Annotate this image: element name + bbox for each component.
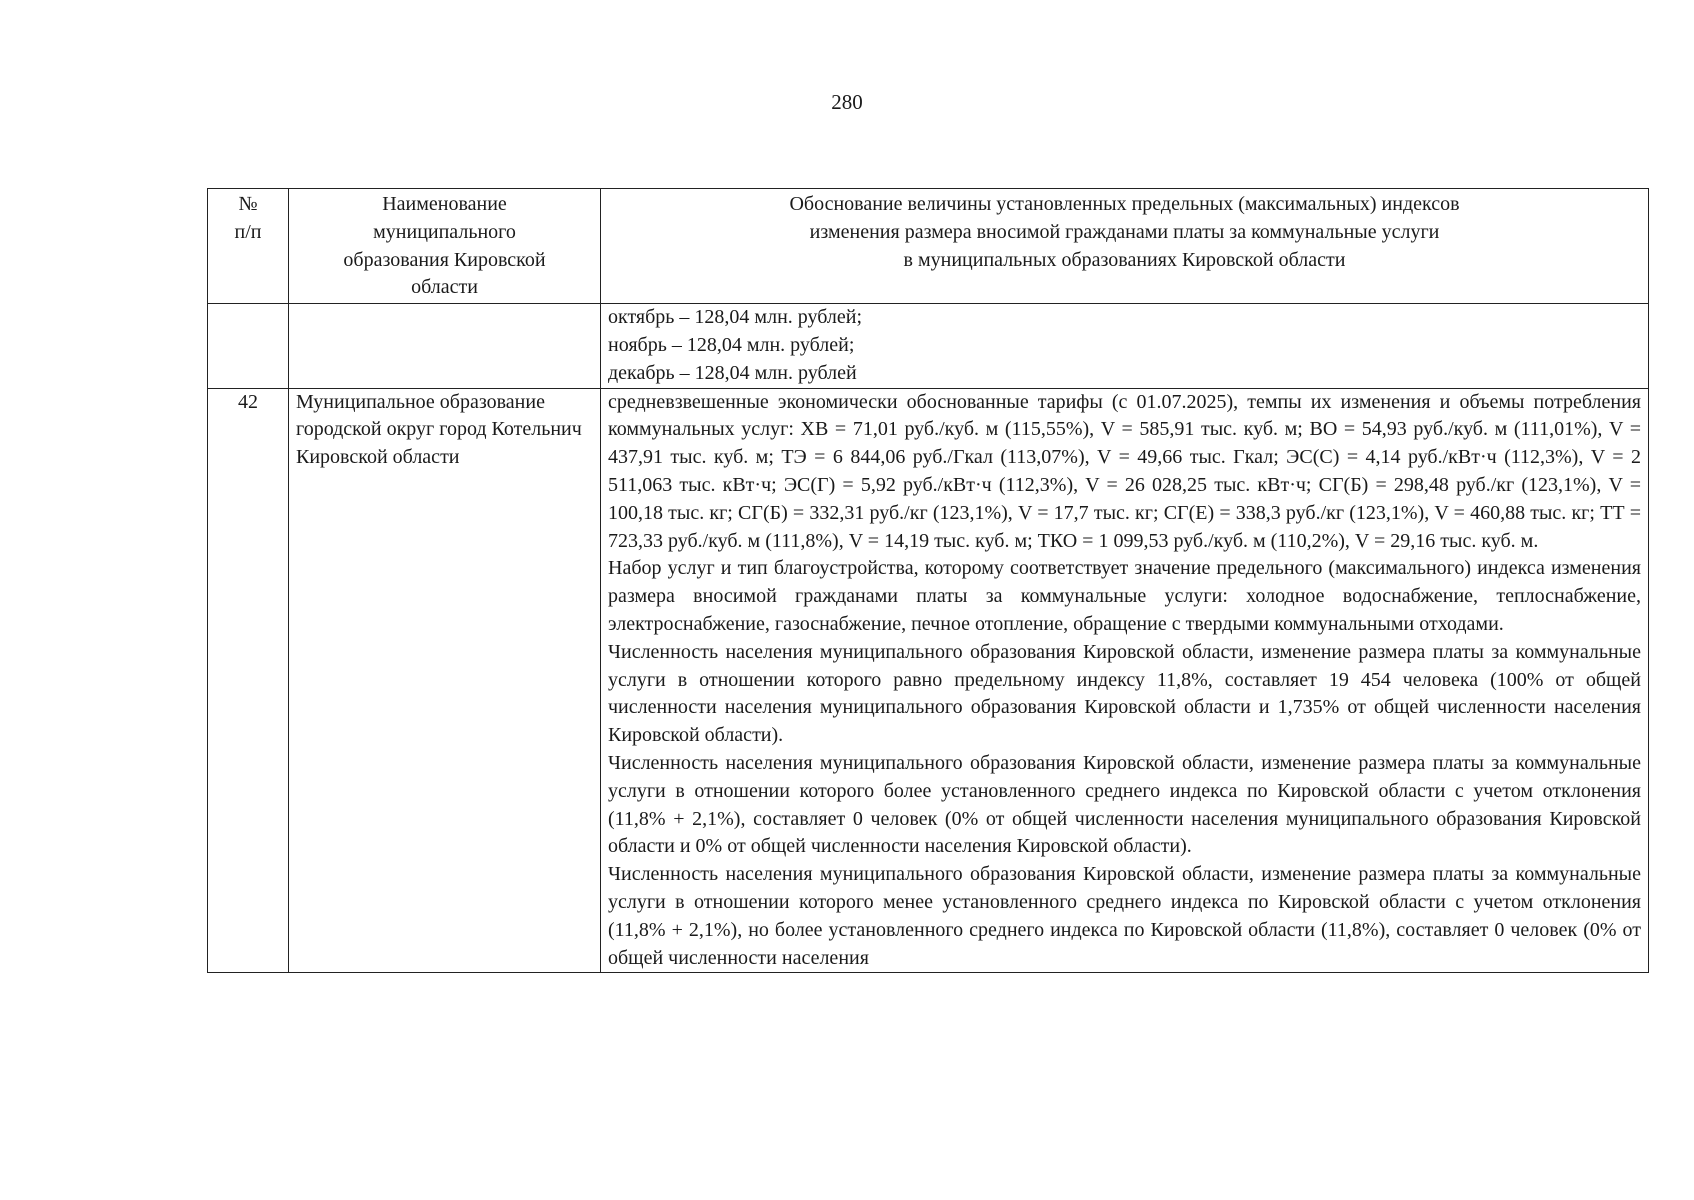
tariffs-paragraph: средневзвешенные экономически обоснованные тарифы (с 01.07.2025), темпы их изменения и объемы потребления коммунальных услуг: ХВ = 71,01 руб./куб. м (115,55%), V = 585,91 тыс. куб. м; ВО = 54,93 руб./куб. м (111,01%), V = 437,91 тыс. куб. м; ТЭ = 6 844,06 руб./Гкал (113,07%), V = 49,66 тыс. Гкал; ЭС(С) = 4,14 руб./кВт·ч (112,3%), V = 2 511,063 тыс. кВт·ч; ЭС(Г) = 5,92 руб./кВт·ч (112,3%), V = 26 028,25 тыс. кВт·ч; СГ(Б) = 298,48 руб./кг (123,1%), V = 100,18 тыс. кг; СГ(Б) = 332,31 руб./кг (123,1%), V = 17,7 тыс. кг; СГ(Е) = 338,3 руб./кг (123,1%), V = 460,88 тыс. кг; ТТ = 723,33 руб./куб. м (111,8%), V = 14,19 тыс. куб. м; ТКО = 1 099,53 руб./куб. м (110,2%), V = 29,16 тыс. куб. м. — [608, 390, 1641, 552]
tariff-index-table — [207, 188, 1649, 973]
header-line: образования Кировской — [343, 248, 546, 271]
justification-cell — [601, 388, 1649, 973]
continuation-name-cell — [289, 304, 601, 388]
header-line: области — [411, 276, 478, 299]
municipality-name-text: Муниципальное образование городской округ город Котельнич Кировской области — [296, 390, 582, 469]
header-row — [208, 189, 1649, 304]
services-set-paragraph: Набор услуг и тип благоустройства, которому соответствует значение предельного (максимального) индекса изменения размера вносимой гражданами платы за коммунальные услуги: холодное водоснабжение, теплоснабжение, электроснабжение, газоснабжение, печное отопление, обращение с твердыми коммунальными отходами. — [608, 557, 1641, 635]
header-number — [208, 189, 289, 304]
row-number: 42 — [208, 388, 289, 973]
header-municipality-name — [289, 189, 601, 304]
header-line: Наименование — [382, 193, 507, 215]
population-equal-index-paragraph: Численность населения муниципального образования Кировской области, изменение размера платы за коммунальные услуги в отношении которого равно предельному индексу 11,8%, составляет 19 454 человека (100% от общей численности населения муниципального образования Кировской области и 1,735% от общей численности населения Кировской области). — [608, 640, 1641, 747]
population-between-index-paragraph: Численность населения муниципального образования Кировской области, изменение размера платы за коммунальные услуги в отношении которого менее установленного среднего индекса по Кировской области с учетом отклонения (11,8% + 2,1%), но более установленного среднего индекса по Кировской области (11,8%), составляет 0 человек (0% от общей численности населения — [608, 863, 1641, 969]
municipality-name — [289, 388, 601, 973]
continuation-number-cell — [208, 304, 289, 388]
header-line: в муниципальных образованиях Кировской области — [903, 248, 1346, 271]
table-row-42 — [208, 388, 1649, 973]
monthly-amount-line: декабрь – 128,04 млн. рублей — [608, 361, 857, 384]
page-number: 280 — [831, 90, 863, 114]
continuation-text-cell — [601, 304, 1649, 388]
header-line: Обоснование величины установленных предельных (максимальных) индексов — [789, 193, 1460, 215]
population-above-index-paragraph: Численность населения муниципального образования Кировской области, изменение размера платы за коммунальные услуги в отношении которого более установленного среднего индекса по Кировской области с учетом отклонения (11,8% + 2,1%), составляет 0 человек (0% от общей численности населения муниципального образования Кировской области и 0% от общей численности населения Кировской области). — [608, 751, 1641, 858]
header-line: п/п — [234, 220, 262, 243]
header-line: изменения размера вносимой гражданами платы за коммунальные услуги — [809, 220, 1440, 243]
header-line: № — [238, 193, 258, 215]
monthly-amount-line: ноябрь – 128,04 млн. рублей; — [608, 333, 855, 356]
header-justification — [601, 189, 1649, 304]
header-line: муниципального — [373, 220, 516, 243]
continuation-row — [208, 304, 1649, 388]
monthly-amount-line: октябрь – 128,04 млн. рублей; — [608, 306, 863, 329]
